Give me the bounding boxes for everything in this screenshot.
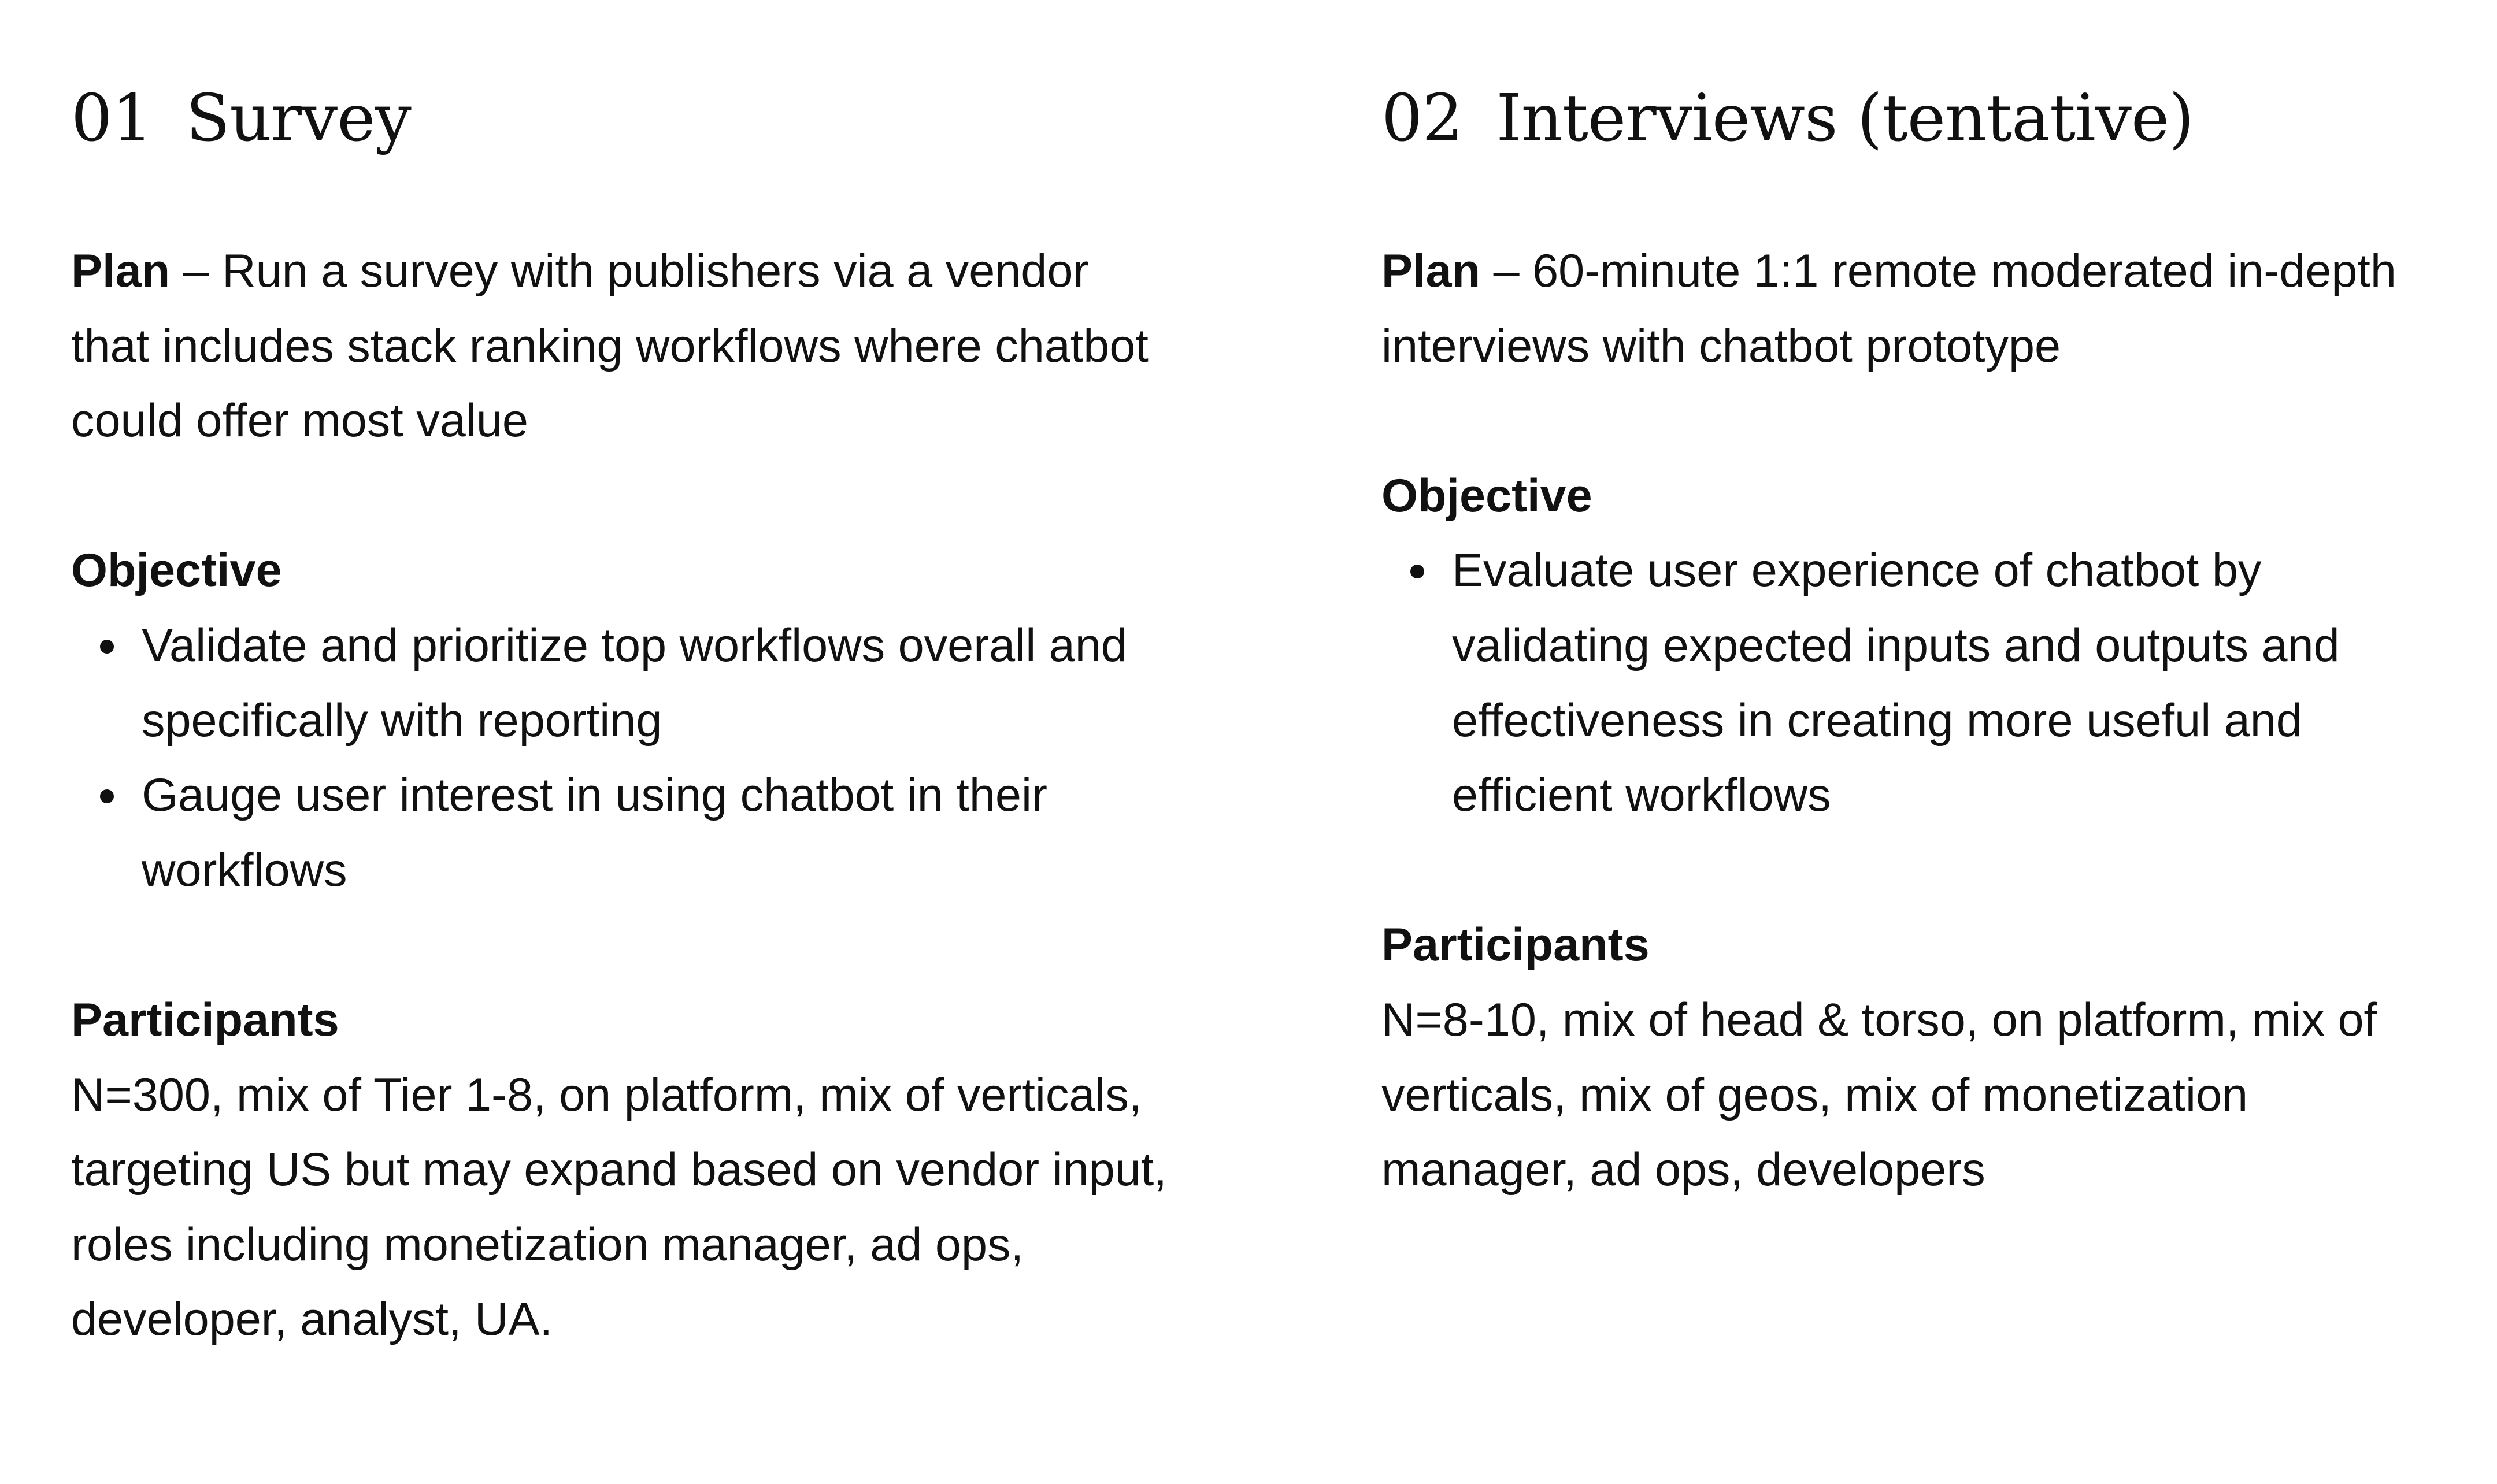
interviews-body — [1381, 234, 2451, 1208]
survey-plan-label: Plan — [71, 245, 171, 297]
survey-plan — [71, 234, 1169, 459]
interviews-participants-text: N=8-10, mix of head & torso, on platform, mix of verticals, mix of geos, mix of monetization manager, ad ops, developers — [1381, 993, 2377, 1196]
survey-objective-list — [71, 609, 1169, 908]
survey-objective-item: Validate and prioritize top workflows overall and specifically with reporting — [71, 609, 1169, 758]
interviews-objective-list — [1381, 533, 2451, 833]
survey-objective-item: Gauge user interest in using chatbot in their workflows — [71, 758, 1169, 908]
interviews-participants-label: Participants — [1381, 919, 1650, 971]
survey-title: Survey — [186, 81, 411, 156]
interviews-number: 02 — [1381, 81, 1463, 156]
survey-objective-label: Objective — [71, 544, 282, 597]
interviews-heading — [1381, 75, 2194, 162]
interviews-plan-label: Plan — [1381, 245, 1481, 297]
survey-participants-text: N=300, mix of Tier 1-8, on platform, mix of verticals, targeting US but may expand based on vendor input, roles including monetization manager, ad ops, developer, analyst, UA. — [71, 1069, 1167, 1346]
survey-number: 01 — [71, 81, 153, 156]
survey-participants-label: Participants — [71, 993, 339, 1046]
survey-body — [71, 234, 1169, 1357]
interviews-plan-text: – 60-minute 1:1 remote moderated in-depth interviews with chatbot prototype — [1381, 245, 2396, 372]
interviews-title: Interviews (tentative) — [1496, 81, 2194, 156]
interviews-objective-item: Evaluate user experience of chatbot by validating expected inputs and outputs and effectiveness in creating more useful and efficient workflows — [1381, 533, 2451, 833]
interviews-plan — [1381, 234, 2451, 384]
survey-plan-text: – Run a survey with publishers via a vendor that includes stack ranking workflows where chatbot could offer most value — [71, 245, 1149, 447]
interviews-objective-label: Objective — [1381, 469, 1592, 522]
survey-heading — [71, 75, 411, 162]
